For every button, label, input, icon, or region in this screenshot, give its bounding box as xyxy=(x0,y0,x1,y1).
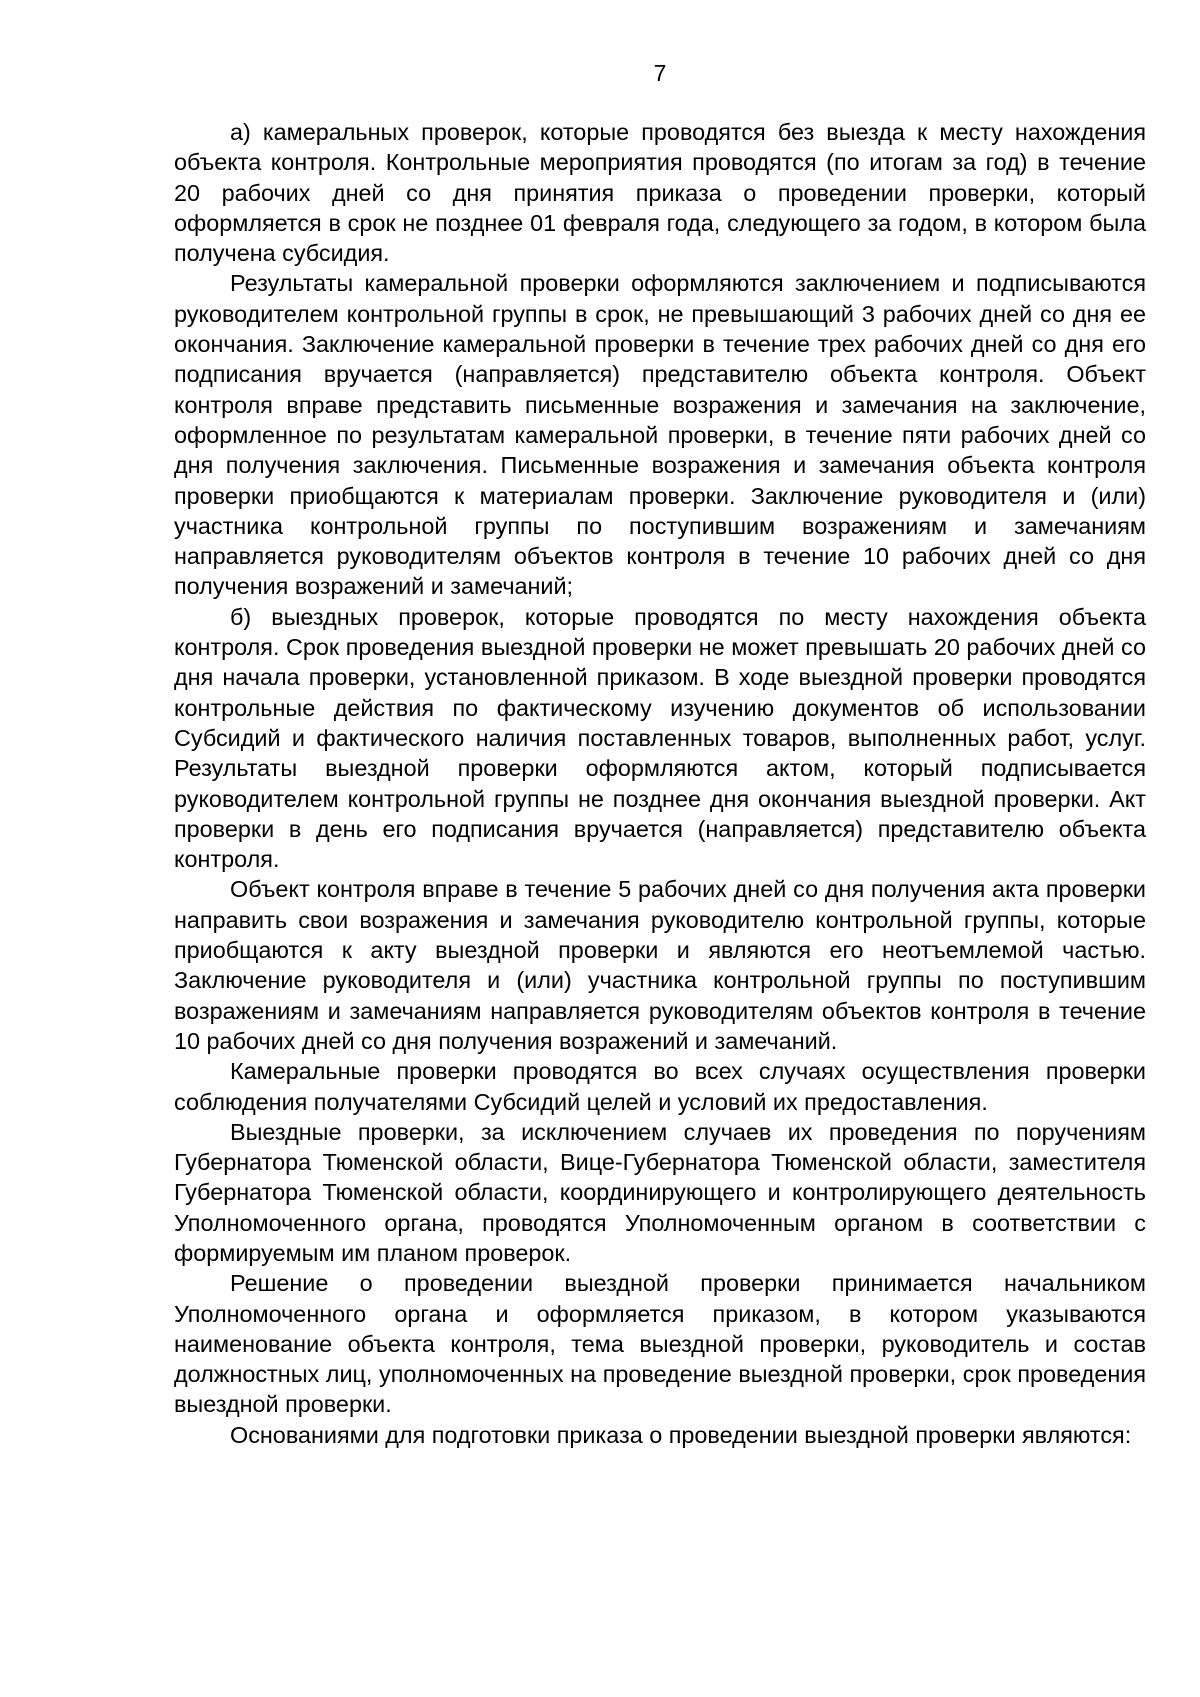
paragraph-grounds: Основаниями для подготовки приказа о проведении выездной проверки являются: xyxy=(230,1421,1132,1448)
paragraph-desk-audit-scope: Камеральные проверки проводятся во всех случаях осуществления проверки соблюдения получателями Субсидий целей и условий их предоставления. xyxy=(174,1058,1146,1115)
page-number: 7 xyxy=(653,60,667,86)
paragraph-field-audit: б) выездных проверок, которые проводятся по месту нахождения объекта контроля. Срок проведения выездной проверки не может превышать 20 рабочих дней со дня начала проверки, установленной приказом. В ходе выездной проверки проводятся контрольные действия по фактическому изучению документов об использовании Субсидий и фактического наличия поставленных товаров, выполненных работ, услуг. Результаты выездной проверки оформляются актом, который подписывается руководителем контрольной группы не позднее дня окончания выездной проверки. Акт проверки в день его подписания вручается (направляется) представителю объекта контроля. xyxy=(174,603,1146,873)
paragraph-objections: Объект контроля вправе в течение 5 рабочих дней со дня получения акта проверки направить свои возражения и замечания руководителю контрольной группы, которые приобщаются к акту выездной проверки и являются его неотъемлемой частью. Заключение руководителя и (или) участника контрольной группы по поступившим возражениям и замечаниям направляется руководителям объектов контроля в течение 10 рабочих дней со дня получения возражений и замечаний. xyxy=(174,876,1146,1054)
paragraph-field-audit-decision: Решение о проведении выездной проверки принимается начальником Уполномоченного органа и оформляется приказом, в котором указываются наименование объекта контроля, тема выездной проверки, руководитель и состав должностных лиц, уполномоченных на проведение выездной проверки, срок проведения выездной проверки. xyxy=(174,1270,1146,1418)
paragraph-desk-audit: а) камеральных проверок, которые проводятся без выезда к месту нахождения объекта контроля. Контрольные мероприятия проводятся (по итогам за год) в течение 20 рабочих дней со дня принятия приказа о проведении проверки, который оформляется в срок не позднее 01 февраля года, следующего за годом, в котором была получена субсидия. xyxy=(174,119,1146,267)
document-body xyxy=(174,117,1146,1450)
paragraph-field-audit-plan: Выездные проверки, за исключением случаев их проведения по поручениям Губернатора Тюменской области, Вице-Губернатора Тюменской области, заместителя Губернатора Тюменской области, координирующего и контролирующего деятельность Уполномоченного органа, проводятся Уполномоченным органом в соответствии с формируемым им планом проверок. xyxy=(174,1118,1146,1266)
paragraph-desk-audit-results: Результаты камеральной проверки оформляются заключением и подписываются руководителем контрольной группы в срок, не превышающий 3 рабочих дней со дня ее окончания. Заключение камеральной проверки в течение трех рабочих дней со дня его подписания вручается (направляется) представителю объекта контроля. Объект контроля вправе представить письменные возражения и замечания на заключение, оформленное по результатам камеральной проверки, в течение пяти рабочих дней со дня получения заключения. Письменные возражения и замечания объекта контроля проверки приобщаются к материалам проверки. Заключение руководителя и (или) участника контрольной группы по поступившим возражениям и замечаниям направляется руководителям объектов контроля в течение 10 рабочих дней со дня получения возражений и замечаний; xyxy=(174,270,1146,600)
